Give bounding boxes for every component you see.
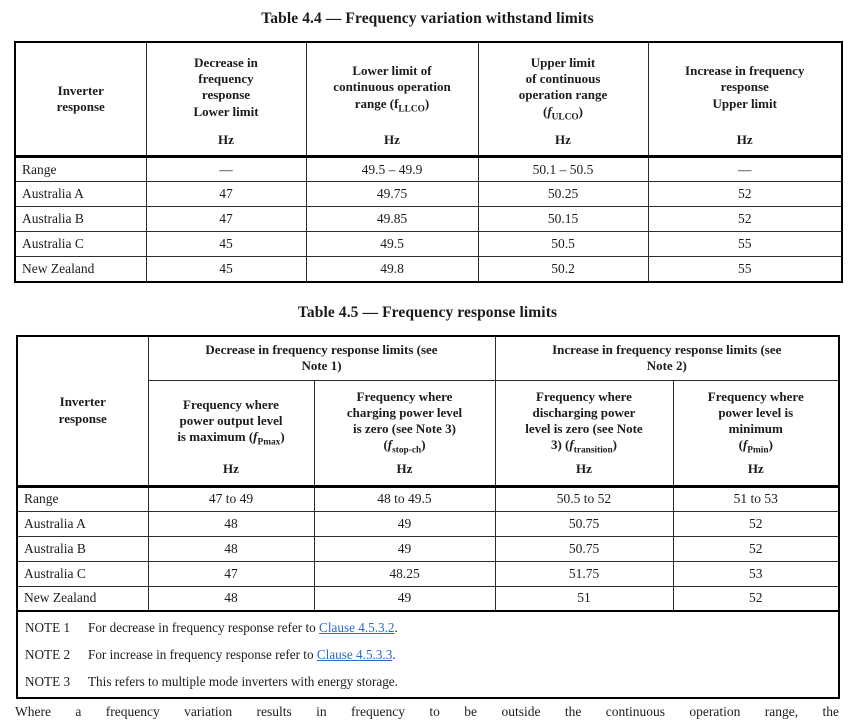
- row-header: Range: [15, 157, 146, 182]
- table-cell: 52: [648, 182, 842, 207]
- table-cell: 52: [673, 511, 839, 536]
- row-header: Australia B: [15, 207, 146, 232]
- table-cell: 47: [146, 207, 306, 232]
- unit-label: Hz: [384, 131, 400, 147]
- header-group-increase: [495, 336, 839, 381]
- row-header: Australia A: [17, 511, 148, 536]
- table-cell: —: [146, 157, 306, 182]
- table-cell: 50.25: [478, 182, 648, 207]
- table-cell: 49: [314, 511, 495, 536]
- table-4-4-title: Table 4.4 — Frequency variation withstand limits: [261, 10, 594, 27]
- table-cell: 53: [673, 561, 839, 586]
- header-label: Frequency where discharging power level is zero (see Note 3) $(f_{transition})$: [525, 388, 643, 456]
- note-label: NOTE 1: [25, 619, 71, 635]
- unit-label: Hz: [396, 461, 413, 477]
- table-row: [15, 182, 842, 207]
- table-cell: 52: [648, 207, 842, 232]
- unit-label: Hz: [218, 131, 234, 147]
- header-label: Inverter response: [58, 394, 107, 426]
- row-header: Australia C: [15, 232, 146, 257]
- unit-label: Hz: [223, 461, 239, 477]
- note-text-pre: This refers to multiple mode inverters with energy storage.: [88, 673, 398, 689]
- table-cell: 49: [314, 586, 495, 611]
- notes-cell: [17, 611, 839, 698]
- body-paragraph-cutoff: Where a frequency variation results in frequency to be outside the continuous operation range, the: [15, 704, 839, 719]
- header-label: Frequency where power level is minimum $(f_{Pmin})$: [707, 388, 804, 456]
- note-text-pre: For increase in frequency response refer to: [88, 646, 317, 662]
- table-4-5-group-header-row: [17, 336, 839, 381]
- table-cell: 51 to 53: [673, 486, 839, 511]
- note-text: [88, 647, 396, 663]
- header-decrease-lower-limit: [146, 42, 306, 157]
- note-2: [25, 641, 832, 668]
- table-cell: 47: [148, 561, 314, 586]
- table-row: [15, 157, 842, 182]
- note-text: [88, 620, 398, 636]
- note-text-post: .: [392, 646, 396, 662]
- header-inverter-response: [17, 336, 148, 487]
- header-inverter-response: [15, 42, 146, 157]
- table-cell: 45: [146, 232, 306, 257]
- table-cell: 49.8: [306, 257, 478, 282]
- table-cell: 48.25: [314, 561, 495, 586]
- table-cell: 50.5: [478, 232, 648, 257]
- header-label: Upper limit of continuous operation range $(f_{ULCO})$: [518, 55, 608, 123]
- row-header: Australia B: [17, 536, 148, 561]
- unit-label: Hz: [747, 461, 764, 477]
- table-cell: 50.2: [478, 257, 648, 282]
- header-f-pmin: [673, 380, 839, 486]
- header-f-transition: [495, 380, 673, 486]
- table-cell: 48: [148, 536, 314, 561]
- header-label: Decrease in frequency response limits (see Note 1): [205, 342, 438, 374]
- table-cell: 49.75: [306, 182, 478, 207]
- unit-label: Hz: [736, 131, 753, 147]
- table-cell: 50.75: [495, 536, 673, 561]
- clause-4-5-3-3-link[interactable]: Clause 4.5.3.3: [316, 646, 393, 662]
- row-header: New Zealand: [15, 257, 146, 282]
- note-text-post: .: [394, 619, 398, 635]
- table-row: [17, 586, 839, 611]
- document-page: [0, 10, 855, 720]
- table-cell: 50.5 to 52: [495, 486, 673, 511]
- header-increase-upper-limit: [648, 42, 842, 157]
- table-cell: 49.85: [306, 207, 478, 232]
- row-header: Range: [17, 486, 148, 511]
- table-row: [15, 207, 842, 232]
- header-lower-limit-continuous-operation: [306, 42, 478, 157]
- header-f-stop-ch: [314, 380, 495, 486]
- header-group-decrease: [148, 336, 495, 381]
- table-4-5-title: Table 4.5 — Frequency response limits: [297, 303, 558, 321]
- table-cell: 49: [314, 536, 495, 561]
- table-cell: 51: [495, 586, 673, 611]
- note-text: [88, 674, 398, 690]
- table-4-5: [16, 335, 840, 700]
- table-row: [15, 232, 842, 257]
- header-label: Increase in frequency response Upper limit: [685, 63, 805, 111]
- table-4-4: [14, 41, 843, 283]
- table-cell: 48: [148, 511, 314, 536]
- unit-label: Hz: [555, 131, 571, 147]
- note-label: NOTE 3: [25, 673, 71, 689]
- table-cell: 50.1 – 50.5: [478, 157, 648, 182]
- table-cell: 47: [146, 182, 306, 207]
- note-1: [25, 614, 832, 641]
- table-cell: 50.75: [495, 511, 673, 536]
- table-4-4-header-row: [15, 42, 842, 157]
- table-cell: 49.5 – 49.9: [306, 157, 478, 182]
- table-row: [17, 561, 839, 586]
- header-label: Increase in frequency response limits (see Note 2): [552, 342, 782, 374]
- table-cell: 51.75: [495, 561, 673, 586]
- table-row: [17, 486, 839, 511]
- notes-row: [17, 611, 839, 698]
- row-header: Australia C: [17, 561, 148, 586]
- table-cell: 45: [146, 257, 306, 282]
- table-cell: 48: [148, 586, 314, 611]
- note-label: NOTE 2: [25, 646, 71, 662]
- table-cell: 55: [648, 257, 842, 282]
- table-cell: 48 to 49.5: [314, 486, 495, 511]
- table-row: [15, 257, 842, 282]
- table-cell: —: [648, 157, 842, 182]
- table-cell: 47 to 49: [148, 486, 314, 511]
- table-row: [17, 536, 839, 561]
- table-cell: 50.15: [478, 207, 648, 232]
- note-3: [25, 668, 832, 695]
- header-upper-limit-continuous-operation: [478, 42, 648, 157]
- clause-4-5-3-2-link[interactable]: Clause 4.5.3.2: [319, 619, 395, 635]
- header-label: Lower limit of continuous operation range $(f_{LLCO})$: [333, 63, 451, 115]
- header-f-pmax: [148, 380, 314, 486]
- table-cell: 55: [648, 232, 842, 257]
- header-label: Decrease in frequency response Lower limit: [193, 55, 259, 119]
- header-label: Inverter response: [56, 82, 105, 114]
- unit-label: Hz: [576, 461, 592, 477]
- note-text-pre: For decrease in frequency response refer to: [88, 619, 320, 635]
- table-cell: 49.5: [306, 232, 478, 257]
- table-row: [17, 511, 839, 536]
- row-header: Australia A: [15, 182, 146, 207]
- header-label: Frequency where charging power level is zero (see Note 3) $(f_{stop-ch})$: [346, 388, 463, 456]
- header-label: Frequency where power output level is maximum $(f_{Pmax})$: [177, 396, 285, 448]
- table-cell: 52: [673, 586, 839, 611]
- table-cell: 52: [673, 536, 839, 561]
- row-header: New Zealand: [17, 586, 148, 611]
